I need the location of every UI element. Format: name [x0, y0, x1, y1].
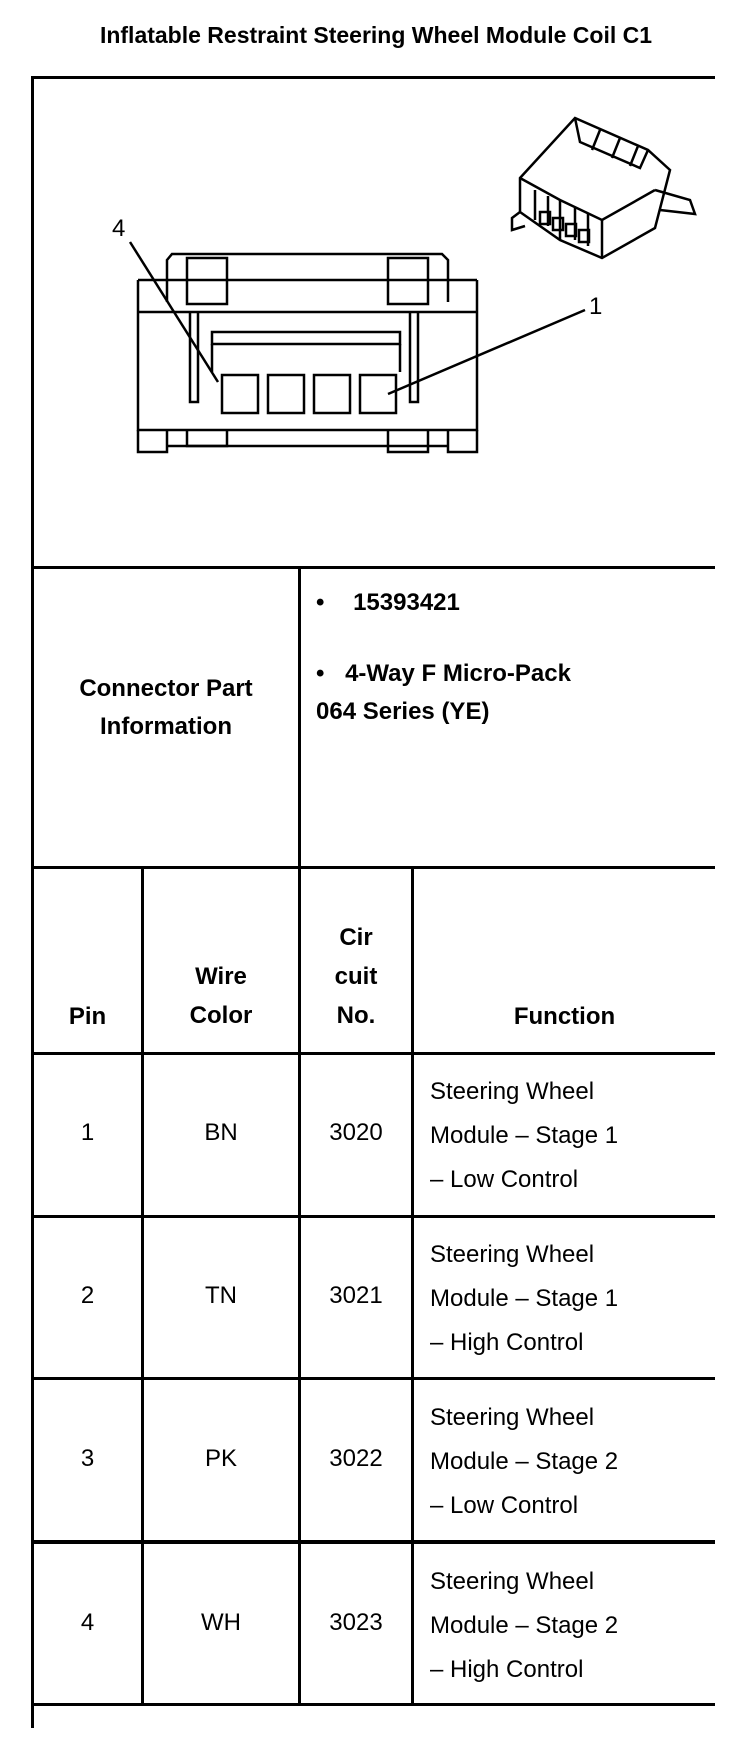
header-circuit [301, 918, 411, 1035]
function-line: Steering Wheel [430, 1078, 595, 1105]
header-wire-color [144, 957, 298, 1035]
circuit-cell: 3022 [329, 1445, 383, 1472]
function-line: Steering Wheel [430, 1241, 595, 1268]
function-cell [430, 1070, 618, 1202]
header-circuit-line2: cuit [334, 963, 378, 990]
header-function: Function [513, 1003, 616, 1030]
wire-color-cell: WH [201, 1609, 241, 1636]
connector-info-label-line1: Connector Part [79, 675, 253, 702]
pin-4-label: 4 [112, 215, 126, 242]
pin-cell: 1 [80, 1119, 95, 1146]
pin-1-label: 1 [589, 293, 603, 320]
pin-cell: 3 [80, 1445, 95, 1472]
part-number: 15393421 [353, 589, 460, 616]
header-pin: Pin [68, 1003, 107, 1030]
pin-cell: 4 [80, 1609, 95, 1636]
function-line: – Low Control [430, 1492, 579, 1519]
function-line: Module – Stage 2 [430, 1612, 619, 1639]
circuit-cell: 3023 [329, 1609, 383, 1636]
wire-color-cell: BN [204, 1119, 238, 1146]
function-line: Module – Stage 1 [430, 1285, 619, 1312]
page-title: Inflatable Restraint Steering Wheel Module Coil C1 [99, 22, 653, 48]
function-line: Steering Wheel [430, 1404, 595, 1431]
wire-color-cell: TN [205, 1282, 237, 1309]
function-cell [430, 1396, 618, 1528]
header-circuit-line1: Cir [339, 924, 373, 951]
wire-color-cell: PK [204, 1445, 237, 1472]
connector-info-label [34, 670, 298, 746]
connector-description-line1: 4-Way F Micro-Pack [345, 660, 571, 687]
header-wire-color-line2: Color [189, 1002, 253, 1029]
function-line: – Low Control [430, 1166, 579, 1193]
bullet-icon: • [316, 660, 325, 687]
function-line: Steering Wheel [430, 1568, 595, 1595]
header-circuit-line3: No. [336, 1002, 376, 1029]
function-cell [430, 1560, 618, 1692]
function-line: Module – Stage 2 [430, 1448, 619, 1475]
circuit-cell: 3021 [329, 1282, 383, 1309]
function-cell [430, 1233, 618, 1365]
connector-description [316, 655, 571, 731]
connector-isometric-icon [512, 118, 695, 258]
bullet-icon: • [316, 589, 325, 616]
function-line: Module – Stage 1 [430, 1122, 619, 1149]
connector-front-view [138, 254, 477, 452]
connector-info-label-line2: Information [100, 713, 232, 740]
header-wire-color-line1: Wire [195, 963, 247, 990]
connector-part-number [316, 582, 460, 624]
pin-cell: 2 [80, 1282, 95, 1309]
function-line: – High Control [430, 1656, 584, 1683]
connector-description-line2: 064 Series (YE) [316, 698, 490, 725]
function-line: – High Control [430, 1329, 584, 1356]
circuit-cell: 3020 [329, 1119, 383, 1146]
